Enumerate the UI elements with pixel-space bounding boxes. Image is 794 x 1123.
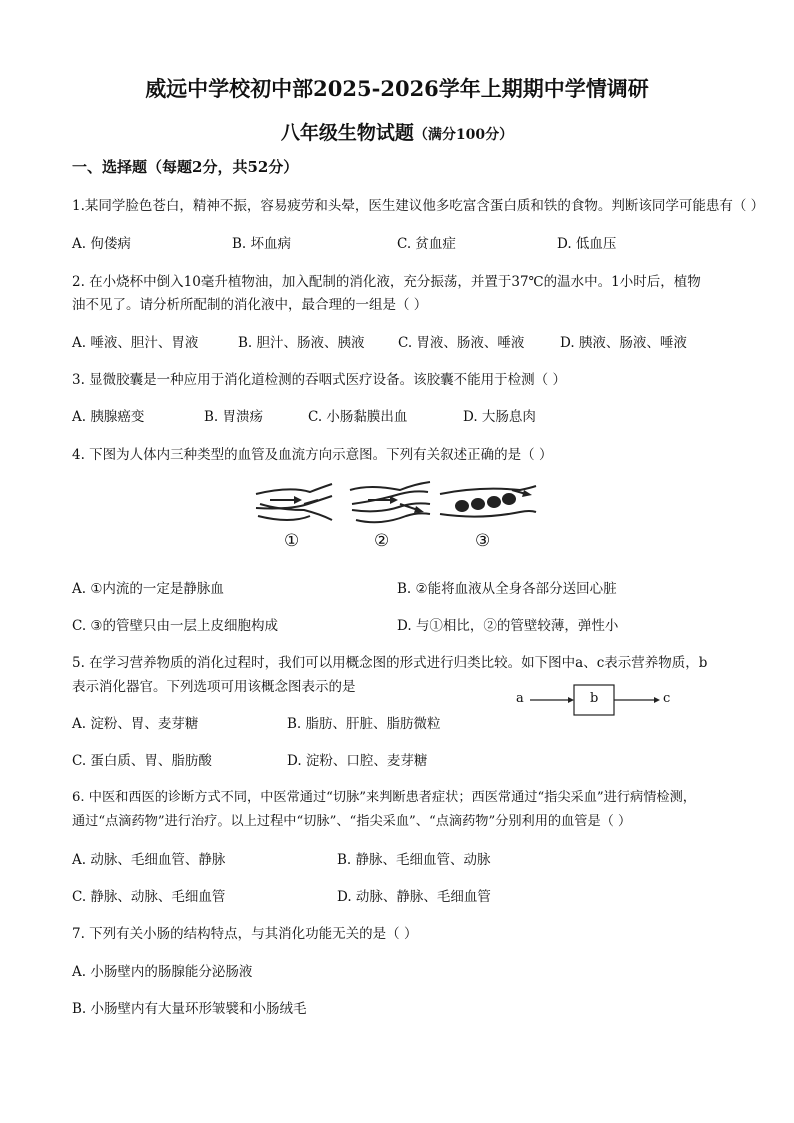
question-5-stem-line1: 5. 在学习营养物质的消化过程时，我们可以用概念图的形式进行归类比较。如下图中a、c表示营养物质，b: [72, 655, 708, 671]
q3-option-a: A. 胰腺癌变: [72, 409, 145, 425]
q3-option-c: C. 小肠黏膜出血: [308, 409, 408, 425]
q6-option-c: C. 静脉、动脉、毛细血管: [72, 889, 226, 905]
concept-label-c: c: [663, 691, 671, 706]
question-2-stem-line2: 油不见了。请分析所配制的消化液中，最合理的一组是（ ）: [72, 297, 428, 313]
q5-option-d: D. 淀粉、口腔、麦芽糖: [287, 753, 428, 769]
exam-title: 威远中学校初中部2025-2026学年上期期中学情调研: [145, 76, 649, 101]
q1-option-b: B. 坏血病: [232, 236, 292, 252]
q6-option-a: A. 动脉、毛细血管、静脉: [72, 852, 226, 868]
q2-option-b: B. 胆汁、肠液、胰液: [238, 335, 365, 351]
q4-option-d: D. 与①相比，②的管壁较薄，弹性小: [397, 618, 619, 634]
question-6-stem-line2: 通过“点滴药物”进行治疗。以上过程中“切脉”、“指尖采血”、“点滴药物”分别利用的血管是（ ）: [72, 814, 632, 829]
vessel-2-figure: [350, 482, 430, 522]
q4-option-b: B. ②能将血液从全身各部分送回心脏: [397, 581, 617, 597]
q2-option-d: D. 胰液、肠液、唾液: [560, 335, 687, 351]
q3-option-d: D. 大肠息肉: [463, 409, 536, 425]
question-1-stem: 1.某同学脸色苍白，精神不振，容易疲劳和头晕，医生建议他多吃富含蛋白质和铁的食物。判断该同学可能患有（ ）: [72, 198, 765, 214]
q5-option-b: B. 脂肪、肝脏、脂肪微粒: [287, 716, 441, 732]
figure-label-3: ③: [475, 531, 491, 551]
q1-option-a: A. 佝偻病: [72, 236, 131, 252]
vessel-1-figure: [256, 484, 332, 520]
q6-option-d: D. 动脉、静脉、毛细血管: [337, 889, 491, 905]
vessel-3-figure: [440, 486, 536, 517]
q6-option-b: B. 静脉、毛细血管、动脉: [337, 852, 491, 868]
exam-subtitle: [0, 118, 794, 145]
q4-option-a: A. ①内流的一定是静脉血: [72, 581, 224, 597]
score-note: （满分100分）: [413, 127, 514, 143]
q2-option-c: C. 胃液、肠液、唾液: [398, 335, 525, 351]
q7-option-a: A. 小肠壁内的肠腺能分泌肠液: [72, 964, 253, 980]
q1-option-c: C. 贫血症: [397, 236, 456, 252]
q7-option-b: B. 小肠壁内有大量环形皱襞和小肠绒毛: [72, 1001, 307, 1017]
figure-label-2: ②: [374, 531, 390, 551]
question-2-stem-line1: 2. 在小烧杯中倒入10毫升植物油，加入配制的消化液，充分振荡，并置于37℃的温水中。1小时后，植物: [72, 274, 701, 290]
q3-option-b: B. 胃溃疡: [204, 409, 264, 425]
q5-option-c: C. 蛋白质、胃、脂肪酸: [72, 753, 212, 769]
subject-title: 八年级生物试题: [280, 122, 414, 144]
q5-option-a: A. 淀粉、胃、麦芽糖: [72, 716, 199, 732]
question-5-stem-line2: 表示消化器官。下列选项可用该概念图表示的是: [72, 679, 356, 695]
question-3-stem: 3. 显微胶囊是一种应用于消化道检测的吞咽式医疗设备。该胶囊不能用于检测（ ）: [72, 372, 566, 388]
section-heading: 一、选择题（每题2分，共52分）: [72, 158, 299, 176]
figure-label-1: ①: [284, 531, 300, 551]
q2-option-a: A. 唾液、胆汁、胃液: [72, 335, 199, 351]
q4-option-c: C. ③的管壁只由一层上皮细胞构成: [72, 618, 279, 634]
concept-label-b: b: [590, 691, 599, 706]
question-6-stem-line1: 6. 中医和西医的诊断方式不同，中医常通过“切脉”来判断患者症状；西医常通过“指尖采血”进行病情检测，: [72, 790, 696, 805]
question-4-stem: 4. 下图为人体内三种类型的血管及血流方向示意图。下列有关叙述正确的是（ ）: [72, 447, 553, 463]
q1-option-d: D. 低血压: [557, 236, 617, 252]
concept-label-a: a: [516, 691, 524, 706]
question-7-stem: 7. 下列有关小肠的结构特点，与其消化功能无关的是（ ）: [72, 926, 418, 942]
